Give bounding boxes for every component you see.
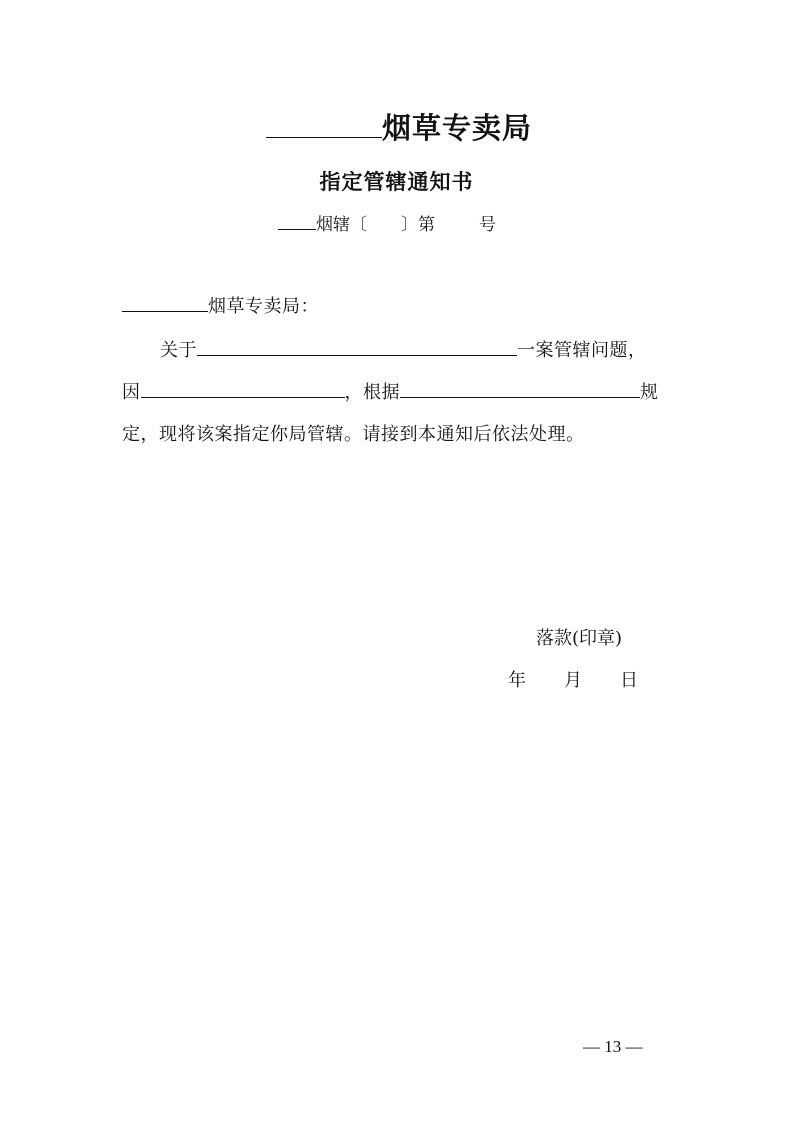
document-number: [278, 210, 496, 235]
agency-name-blank[interactable]: [266, 107, 382, 138]
page-number: — 13 —: [583, 1037, 643, 1056]
doc-number-prefix: 烟辖〔: [316, 215, 367, 235]
date-month: 月: [564, 670, 582, 691]
addressee-blank[interactable]: [122, 292, 208, 312]
signature-label: 落款(印章): [536, 628, 623, 649]
reason-line-suffix: 规: [640, 382, 659, 403]
addressee-line: [122, 292, 319, 318]
reason-blank[interactable]: [141, 378, 345, 398]
document-title: 指定管辖通知书: [319, 170, 474, 194]
doc-number-prefix-blank[interactable]: [278, 211, 316, 230]
agency-title: [266, 106, 532, 147]
date-line: [508, 666, 638, 692]
case-line-prefix: 关于: [160, 340, 197, 361]
basis-blank[interactable]: [400, 378, 640, 398]
reason-line-mid: ，根据: [344, 382, 400, 403]
doc-number-mid: 〕第: [401, 215, 435, 235]
date-day: 日: [620, 670, 638, 691]
doc-number-suffix: 号: [479, 215, 496, 235]
date-year: 年: [508, 670, 526, 691]
reason-line: [122, 378, 659, 404]
case-line-suffix: 一案管辖问题，: [517, 340, 647, 361]
case-name-blank[interactable]: [197, 336, 517, 356]
reason-line-prefix: 因: [122, 382, 141, 403]
addressee-suffix: 烟草专卖局：: [208, 296, 319, 317]
case-line: [160, 336, 647, 362]
instruction-line: 定，现将该案指定你局管辖。请接到本通知后依法处理。: [122, 424, 585, 445]
agency-title-suffix: 烟草专卖局: [382, 111, 533, 145]
